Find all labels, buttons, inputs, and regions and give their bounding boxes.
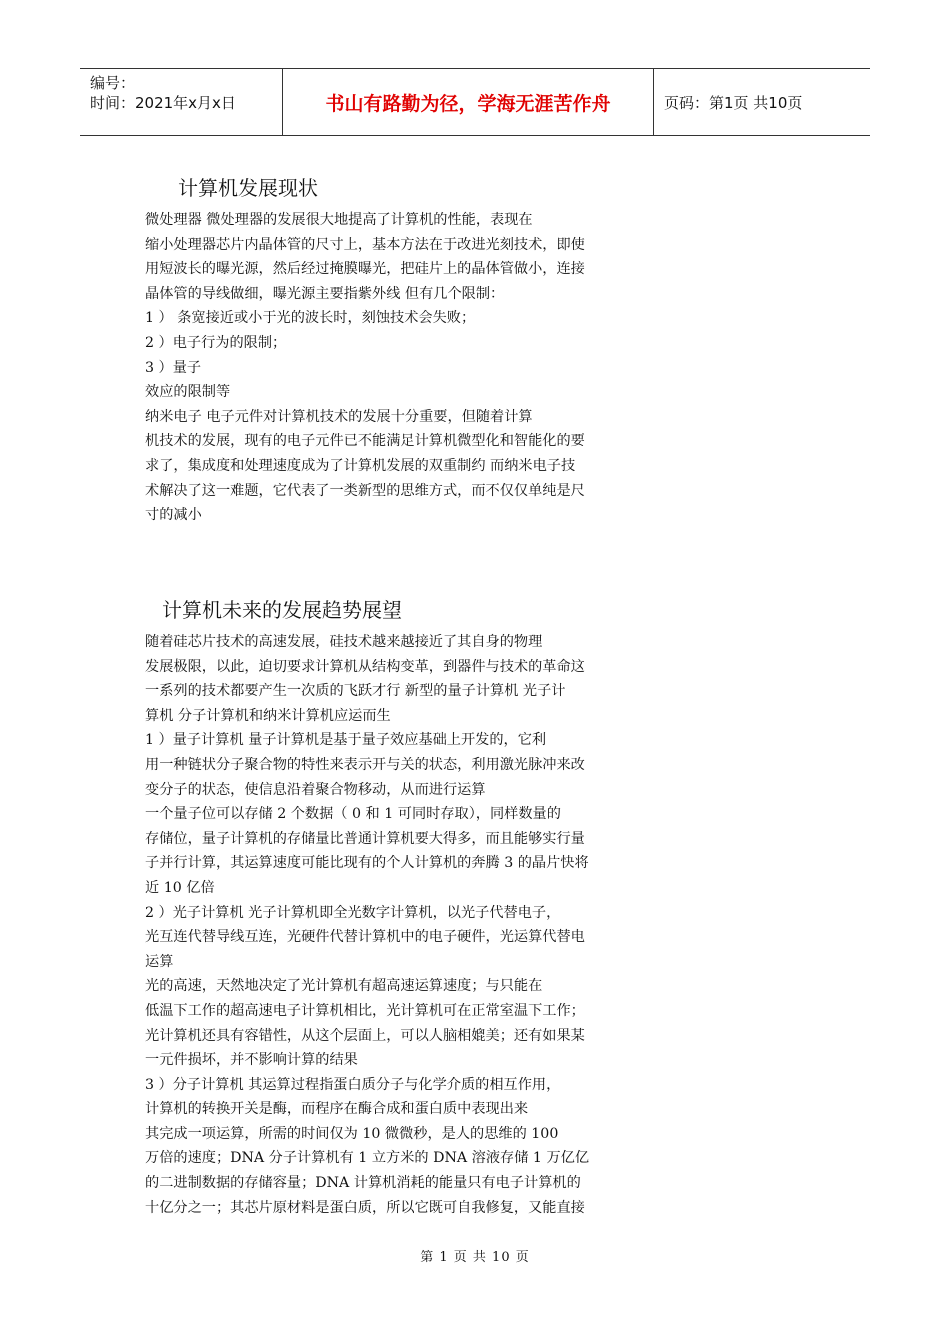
text-line: 其完成一项运算，所需的时间仅为 10 微微秒，是人的思维的 100 bbox=[145, 1125, 559, 1142]
text-line: 纳米电子 电子元件对计算机技术的发展十分重要，但随着计算 bbox=[145, 408, 533, 425]
text-line: 计算机的转换开关是酶，而程序在酶合成和蛋白质中表现出来 bbox=[145, 1101, 529, 1118]
text-line: 3 ）量子 bbox=[145, 359, 202, 376]
text-line: 一个量子位可以存储 2 个数据（ 0 和 1 可同时存取），同样数量的 bbox=[145, 806, 561, 823]
section-title-status: 计算机发展现状 bbox=[178, 176, 318, 200]
text-line: 变分子的状态，使信息沿着聚合物移动，从而进行运算 bbox=[145, 781, 486, 798]
text-line: 3 ）分子计算机 其运算过程指蛋白质分子与化学介质的相互作用， bbox=[145, 1076, 561, 1093]
text-line: 机技术的发展，现有的电子元件已不能满足计算机微型化和智能化的要 bbox=[145, 433, 585, 450]
text-line: 寸的减小 bbox=[145, 507, 202, 524]
text-line: 万倍的速度；DNA 分子计算机有 1 立方米的 DNA 溶液存储 1 万亿亿 bbox=[145, 1150, 590, 1167]
text-line: 算机 分子计算机和纳米计算机应运而生 bbox=[145, 707, 391, 724]
section-body-future bbox=[145, 630, 645, 1220]
text-line: 求了，集成度和处理速度成为了计算机发展的双重制约 而纳米电子技 bbox=[145, 457, 576, 474]
text-line: 1 ）量子计算机 量子计算机是基于量子效应基础上开发的，它利 bbox=[145, 732, 547, 749]
page-header bbox=[80, 68, 870, 136]
time-label: 时间：2021年x月x日 bbox=[90, 94, 236, 112]
section-title-future: 计算机未来的发展趋势展望 bbox=[162, 598, 402, 622]
text-line: 晶体管的导线做细，曝光源主要指紫外线 但有几个限制： bbox=[145, 285, 505, 302]
text-line: 微处理器 微处理器的发展很大地提高了计算机的性能，表现在 bbox=[145, 212, 533, 228]
text-line: 用短波长的曝光源，然后经过掩膜曝光，把硅片上的晶体管做小，连接 bbox=[145, 261, 585, 278]
text-line: 1 ） 条宽接近或小于光的波长时，刻蚀技术会失败； bbox=[145, 310, 476, 327]
motto: 书山有路勤为径，学海无涯苦作舟 bbox=[282, 69, 654, 135]
text-line: 低温下工作的超高速电子计算机相比，光计算机可在正常室温下工作； bbox=[145, 1002, 585, 1019]
text-line: 2 ）电子行为的限制； bbox=[145, 334, 287, 351]
text-line: 随着硅芯片技术的高速发展，硅技术越来越接近了其自身的物理 bbox=[145, 634, 543, 650]
text-line: 的二进制数据的存储容量；DNA 计算机消耗的能量只有电子计算机的 bbox=[145, 1175, 581, 1192]
text-line: 效应的限制等 bbox=[145, 384, 231, 401]
text-line: 运算 bbox=[145, 953, 174, 970]
text-line: 近 10 亿倍 bbox=[145, 879, 215, 896]
text-line: 一系列的技术都要产生一次质的飞跃才行 新型的量子计算机 光子计 bbox=[145, 683, 566, 700]
text-line: 用一种链状分子聚合物的特性来表示开与关的状态，利用激光脉冲来改 bbox=[145, 756, 585, 773]
text-line: 缩小处理器芯片内晶体管的尺寸上，基本方法在于改进光刻技术，即使 bbox=[145, 236, 585, 253]
text-line: 十亿分之一；其芯片原材料是蛋白质，所以它既可自我修复，又能直接 bbox=[145, 1199, 585, 1216]
text-line: 光计算机还具有容错性，从这个层面上，可以人脑相媲美；还有如果某 bbox=[145, 1027, 585, 1044]
text-line: 一元件损坏，并不影响计算的结果 bbox=[145, 1052, 358, 1069]
section-body-status bbox=[145, 208, 645, 528]
text-line: 术解决了这一难题，它代表了一类新型的思维方式，而不仅仅单纯是尺 bbox=[145, 482, 585, 499]
page-code: 页码：第1页 共10页 bbox=[664, 93, 803, 112]
text-line: 光互连代替导线互连，光硬件代替计算机中的电子硬件，光运算代替电 bbox=[145, 929, 585, 946]
text-line: 发展极限，以此，迫切要求计算机从结构变革，到器件与技术的革命这 bbox=[145, 658, 585, 675]
number-label: 编号： bbox=[90, 74, 136, 92]
text-line: 2 ）光子计算机 光子计算机即全光数字计算机，以光子代替电子， bbox=[145, 904, 561, 921]
text-line: 光的高速，天然地决定了光计算机有超高速运算速度；与只能在 bbox=[145, 978, 543, 995]
header-info bbox=[80, 69, 282, 135]
text-line: 子并行计算，其运算速度可能比现有的个人计算机的奔腾 3 的晶片快将 bbox=[145, 855, 589, 872]
page-footer: 第 1 页 共 10 页 bbox=[420, 1250, 530, 1265]
text-line: 存储位，量子计算机的存储量比普通计算机要大得多，而且能够实行量 bbox=[145, 830, 585, 847]
